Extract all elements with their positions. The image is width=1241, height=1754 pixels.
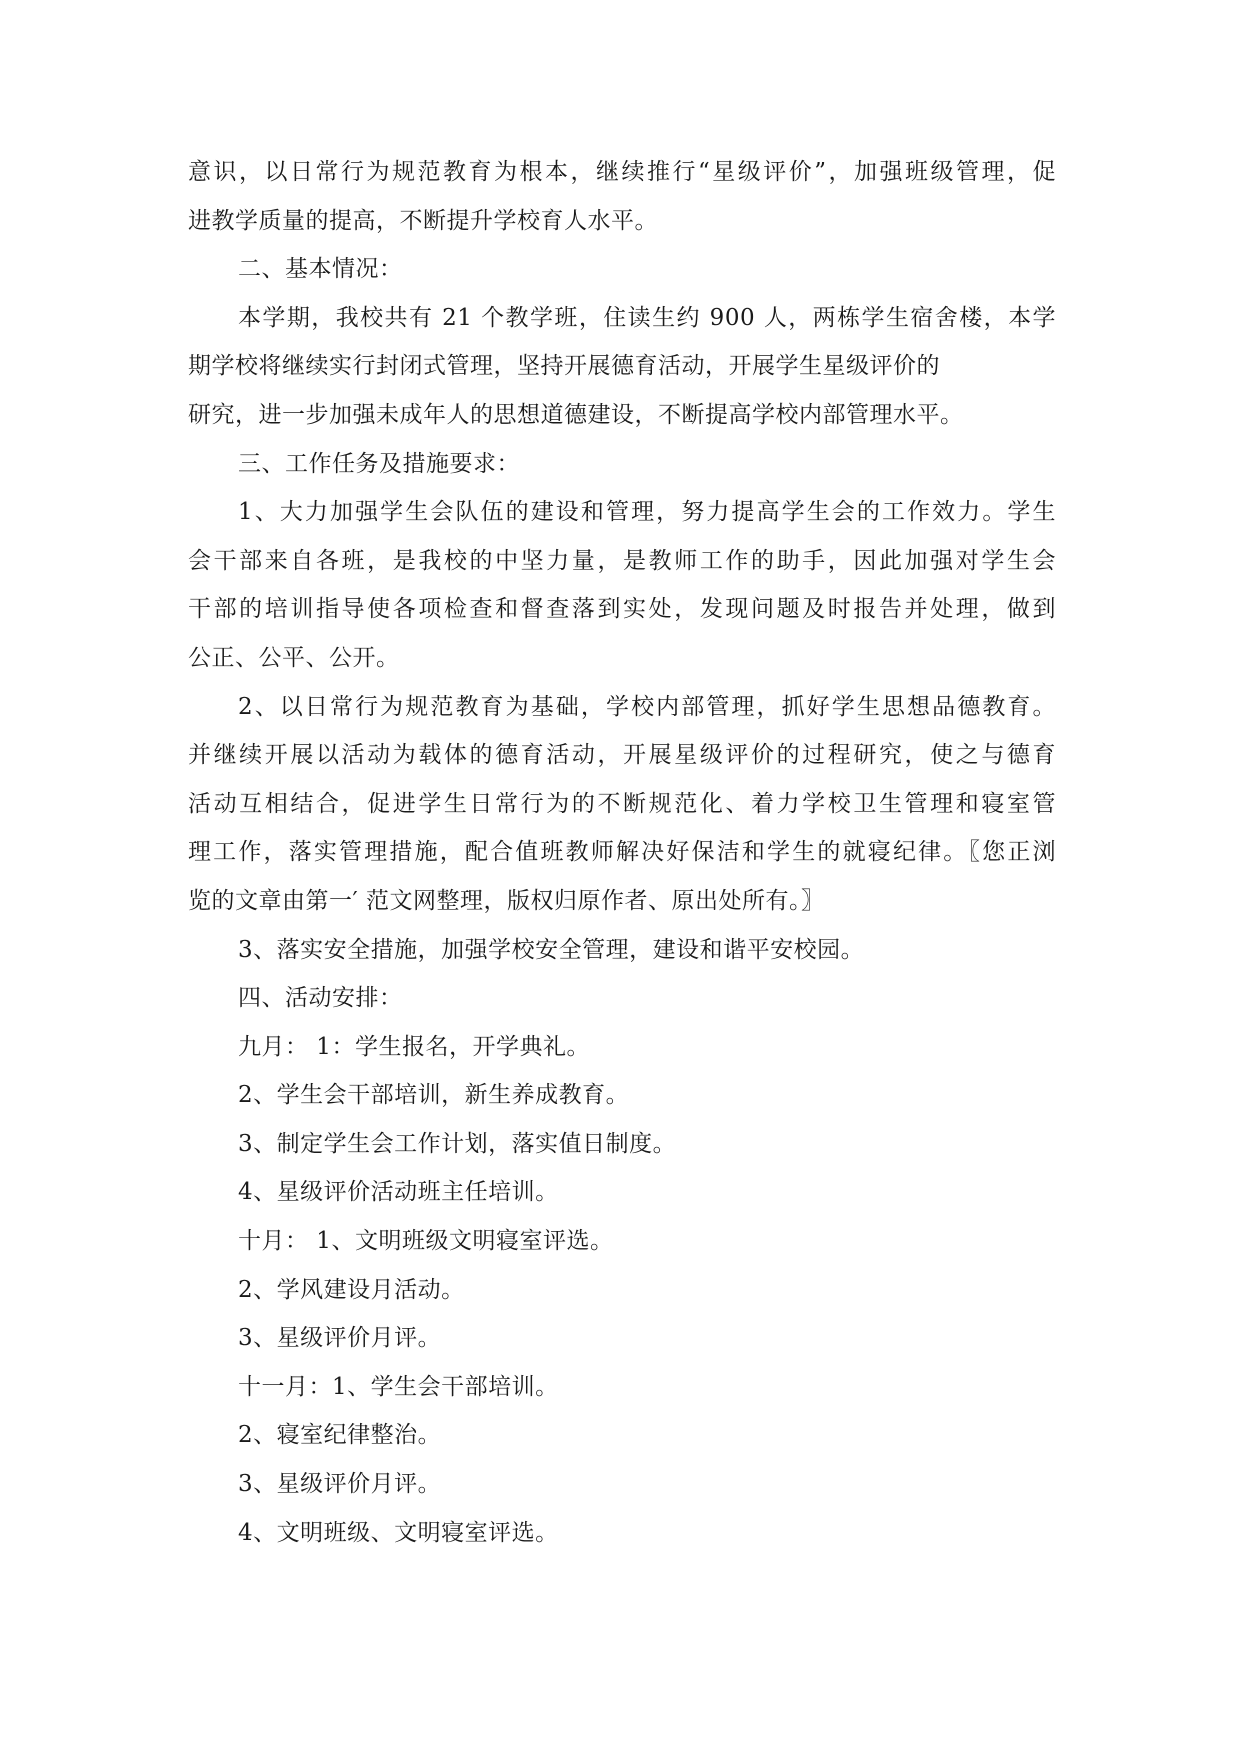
list-item: 九月： 1：学生报名，开学典礼。 [238, 1033, 590, 1060]
list-item: 2、学生会干部培训，新生养成教育。 [238, 1082, 630, 1109]
list-item: 3、星级评价月评。 [238, 1325, 442, 1352]
document-page [188, 148, 1056, 1557]
list-item: 2、寝室纪律整治。 [238, 1422, 442, 1449]
paragraph-line: 并继续开展以活动为载体的德育活动，开展星级评价的过程研究，使之与德育 [188, 742, 1056, 769]
paragraph-line: 进教学质量的提高，不断提升学校育人水平。 [188, 207, 658, 234]
paragraph-line: 会干部来自各班，是我校的中坚力量，是教师工作的助手，因此加强对学生会 [188, 547, 1056, 574]
paragraph-line: 期学校将继续实行封闭式管理，坚持开展德育活动，开展学生星级评价的 [188, 353, 940, 380]
paragraph-line: 研究，进一步加强未成年人的思想道德建设，不断提高学校内部管理水平。 [188, 401, 964, 428]
list-item: 4、星级评价活动班主任培训。 [238, 1179, 559, 1206]
paragraph-line: 活动互相结合，促进学生日常行为的不断规范化、着力学校卫生管理和寝室管 [188, 790, 1056, 817]
paragraph-line: 干部的培训指导使各项检查和督查落到实处，发现问题及时报告并处理，做到 [188, 596, 1056, 623]
paragraph-line: 3、落实安全措施，加强学校安全管理，建设和谐平安校园。 [238, 936, 865, 963]
paragraph-line: 览的文章由第一′ 范文网整理，版权归原作者、原出处所有。〗 [188, 887, 825, 914]
paragraph-line: 意识，以日常行为规范教育为根本，继续推行“星级评价”，加强班级管理，促 [188, 159, 1056, 185]
section-heading: 三、工作任务及措施要求： [238, 450, 520, 477]
list-item: 十月： 1、文明班级文明寝室评选。 [238, 1228, 614, 1255]
paragraph-line: 本学期，我校共有 21 个教学班，住读生约 900 人，两栋学生宿舍楼，本学 [238, 304, 1056, 331]
section-heading: 二、基本情况： [238, 256, 403, 283]
paragraph-line: 理工作，落实管理措施，配合值班教师解决好保洁和学生的就寝纪律。〖您正浏 [188, 839, 1056, 866]
list-item: 3、星级评价月评。 [238, 1471, 442, 1498]
list-item: 2、学风建设月活动。 [238, 1276, 465, 1303]
list-item: 3、制定学生会工作计划，落实值日制度。 [238, 1130, 677, 1157]
section-heading: 四、活动安排： [238, 985, 403, 1012]
paragraph-line: 1、大力加强学生会队伍的建设和管理，努力提高学生会的工作效力。学生 [238, 499, 1056, 526]
list-item: 4、文明班级、文明寝室评选。 [238, 1519, 559, 1546]
paragraph-line: 2、以日常行为规范教育为基础，学校内部管理，抓好学生思想品德教育。 [238, 693, 1056, 720]
paragraph-line: 公正、公平、公开。 [188, 644, 400, 671]
list-item: 十一月：1、学生会干部培训。 [238, 1373, 559, 1400]
